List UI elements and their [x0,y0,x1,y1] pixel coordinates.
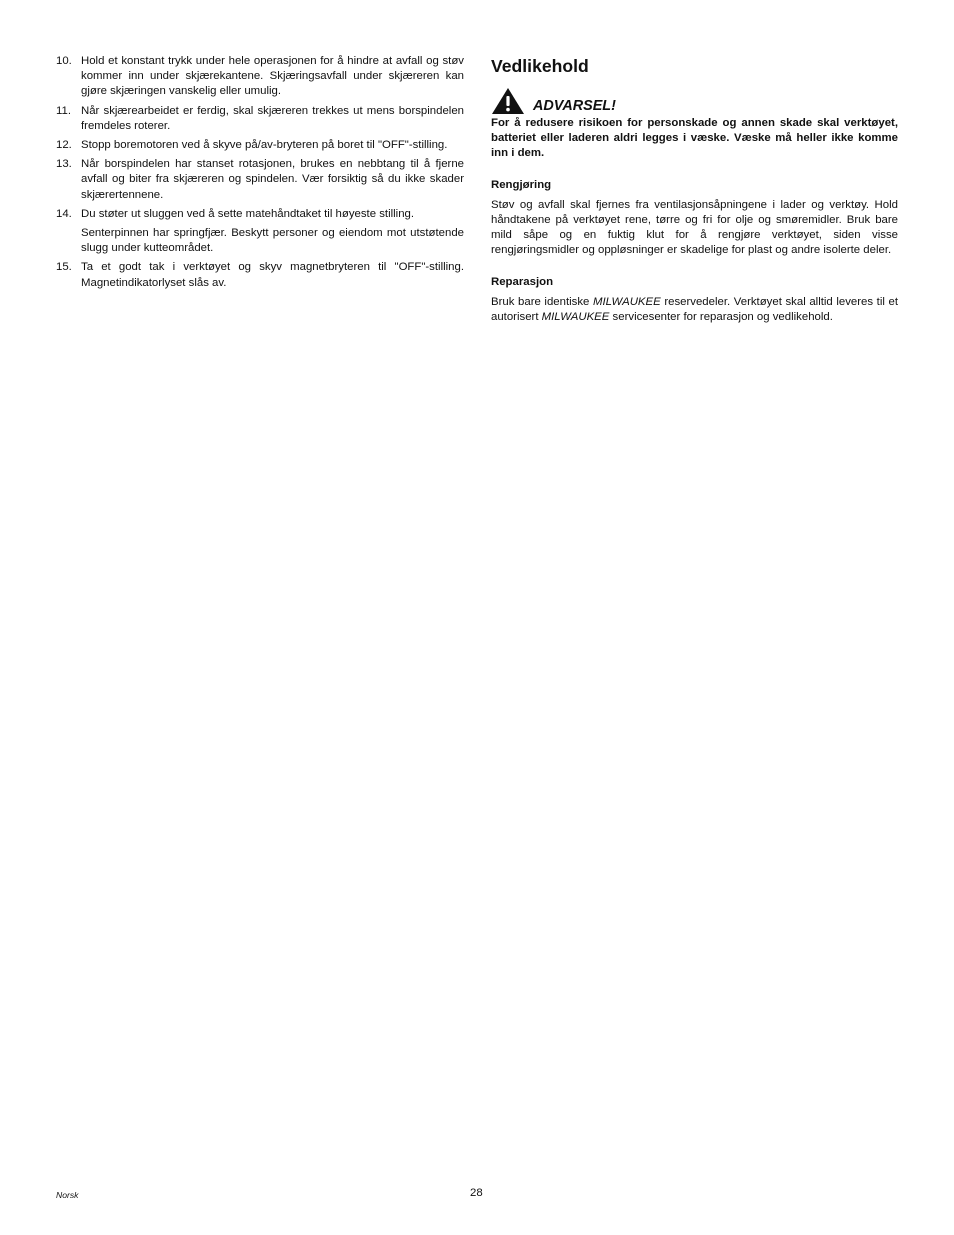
list-text: Du støter ut sluggen ved å sette matehåndtaket til høyeste stilling. [81,207,415,220]
list-text: Ta et godt tak i verktøyet og skyv magnetbryteren til "OFF"-stilling. Magnetindikatorlyset slås av. [81,261,464,289]
section-title: Vedlikehold [491,56,589,76]
warning-title: ADVARSEL! [533,98,616,114]
list-text: Når borspindelen har stanset rotasjonen, brukes en nebbtang til å fjerne avfall og biter fra skjæreren og spindelen. Vær forsiktig så du ikke skader skjærertennene. [81,158,464,201]
page-number: 28 [470,1187,483,1199]
repair-text [491,295,898,325]
list-text: Stopp boremotoren ved å skyve på/av-bryteren på boret til "OFF"-stilling. [81,139,448,152]
list-number: 10. [56,55,72,67]
warning-triangle-icon [491,87,525,115]
list-item-note: Senterpinnen har springfjær. Beskytt personer og eiendom mot utstøtende slugg under kutteområdet. [81,227,464,255]
repair-text-part: reservedeler. Verktøyet skal alltid leveres til et autorisert [491,295,898,324]
list-number: 12. [56,139,72,152]
left-column [56,54,464,295]
list-item [56,138,464,153]
list-number: 15. [56,261,72,274]
footer-language: Norsk [56,1190,79,1200]
list-number: 11. [56,104,71,117]
repair-text-part: Bruk bare identiske [491,295,593,308]
repair-heading: Reparasjon [491,275,554,288]
repair-text-part: servicesenter for reparasjon og vedlikehold. [609,311,833,324]
list-item [56,207,464,222]
warning-text: For å redusere risikoen for personskade og annen skade skal verktøyet, batteriet eller laderen aldri legges i væske. Væske må heller ikke komme inn i dem. [491,117,898,160]
cleaning-text: Støv og avfall skal fjernes fra ventilasjonsåpningene i lader og verktøy. Hold håndtakene på verktøyet rene, tørre og fri for olje og smøremidler. Bruk bare mild såpe og en fuktig klut for å rengjøre verktøyet, siden visse rengjøringsmidler og oppløsninger er skadelige for plast og andre isolerte deler. [491,198,898,257]
list-item [56,157,464,203]
list-text: Når skjærearbeidet er ferdig, skal skjæreren trekkes ut mens borspindelen fremdeles roterer. [81,104,464,132]
list-number: 14. [56,207,72,220]
list-text: Hold et konstant trykk under hele operasjonen for å hindre at avfall og støv kommer inn under skjærekantene. Skjæringsavfall under skjæreren kan gjøre skjæringen vanskelig eller umulig. [81,55,464,98]
list-item [56,54,464,100]
list-item [56,260,464,290]
brand-name: MILWAUKEE [541,311,610,324]
cleaning-heading: Rengjøring [491,178,552,191]
brand-name: MILWAUKEE [592,295,661,308]
list-item [56,104,464,134]
warning-header [491,85,898,115]
list-number: 13. [56,158,72,171]
right-column [491,54,898,325]
